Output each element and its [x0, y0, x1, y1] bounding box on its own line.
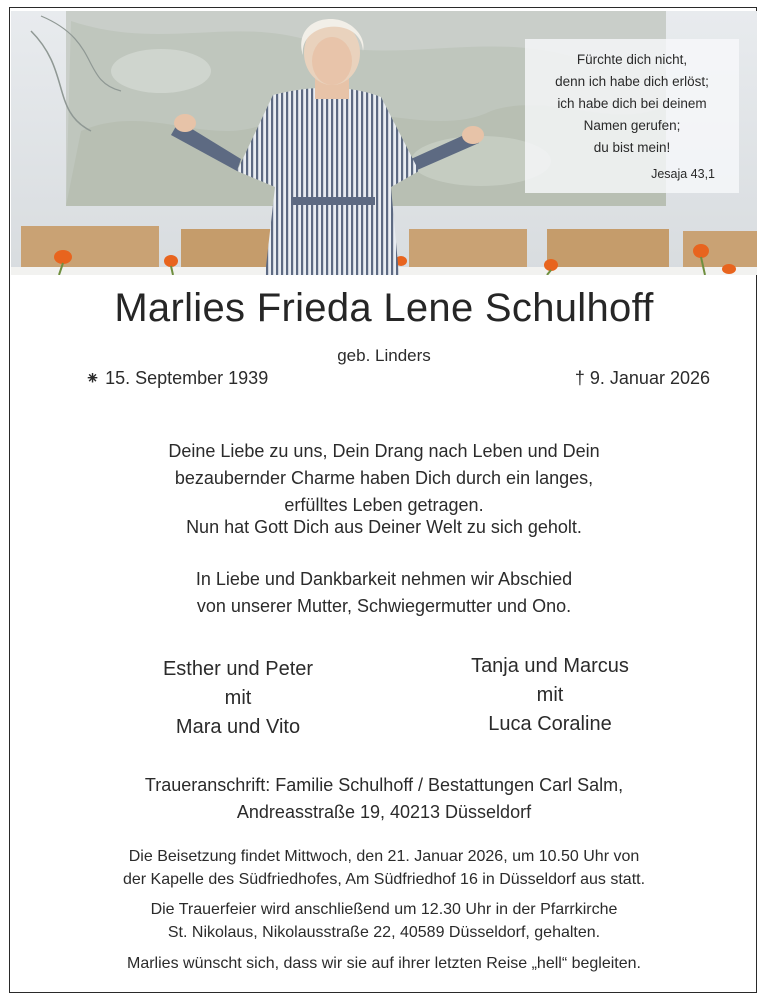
- quote-line: du bist mein!: [593, 140, 671, 155]
- service-info: [11, 898, 757, 944]
- quote-line: denn ich habe dich erlöst;: [555, 74, 709, 89]
- quote-reference: Jesaja 43,1: [651, 167, 715, 181]
- deceased-name: Marlies Frieda Lene Schulhoff: [114, 286, 654, 330]
- quote-line: Namen gerufen;: [583, 118, 681, 133]
- mourning-address: [11, 772, 757, 826]
- family-line: Esther und Peter: [162, 658, 314, 680]
- service-line: St. Nikolaus, Nikolausstraße 22, 40589 Düsseldorf, gehalten.: [167, 924, 601, 941]
- service-line: Die Trauerfeier wird anschließend um 12.30 Uhr in der Pfarrkirche: [150, 901, 618, 918]
- memorial-paragraph: [11, 438, 757, 519]
- address-line: Andreasstraße 19, 40213 Düsseldorf: [236, 802, 532, 822]
- portrait-photo: [11, 11, 757, 275]
- farewell-paragraph: [11, 566, 757, 620]
- family-left: [108, 655, 368, 742]
- burial-info: [11, 845, 757, 891]
- family-right: [420, 652, 680, 739]
- quote-line: Fürchte dich nicht,: [576, 52, 688, 67]
- bible-quote-box: [525, 39, 739, 193]
- birth-name: geb. Linders: [337, 346, 431, 365]
- text-line: bezaubernder Charme haben Dich durch ein langes,: [174, 468, 594, 488]
- birth-date: ⁕ 15. September 1939: [85, 368, 269, 388]
- family-line: mit: [224, 687, 252, 709]
- text-line: erfülltes Leben getragen.: [284, 495, 484, 515]
- text-line: In Liebe und Dankbarkeit nehmen wir Abschied: [195, 569, 573, 589]
- burial-line: der Kapelle des Südfriedhofes, Am Südfriedhof 16 in Düsseldorf aus statt.: [122, 871, 646, 888]
- text-line: von unserer Mutter, Schwiegermutter und Ono.: [196, 596, 572, 616]
- death-date: † 9. Januar 2026: [574, 368, 710, 388]
- family-line: Mara und Vito: [175, 716, 301, 738]
- burial-line: Die Beisetzung findet Mittwoch, den 21. Januar 2026, um 10.50 Uhr von: [128, 848, 640, 865]
- family-line: Luca Coraline: [488, 713, 612, 735]
- text-line: Deine Liebe zu uns, Dein Drang nach Leben und Dein: [168, 441, 600, 461]
- address-line: Traueranschrift: Familie Schulhoff / Bestattungen Carl Salm,: [144, 775, 624, 795]
- closing-wish: Marlies wünscht sich, dass wir sie auf ihrer letzten Reise „hell“ begleiten.: [127, 955, 641, 972]
- family-line: Tanja und Marcus: [471, 655, 629, 677]
- quote-line: ich habe dich bei deinem: [557, 96, 707, 111]
- family-line: mit: [536, 684, 564, 706]
- memorial-sentence: Nun hat Gott Dich aus Deiner Welt zu sich geholt.: [186, 517, 582, 537]
